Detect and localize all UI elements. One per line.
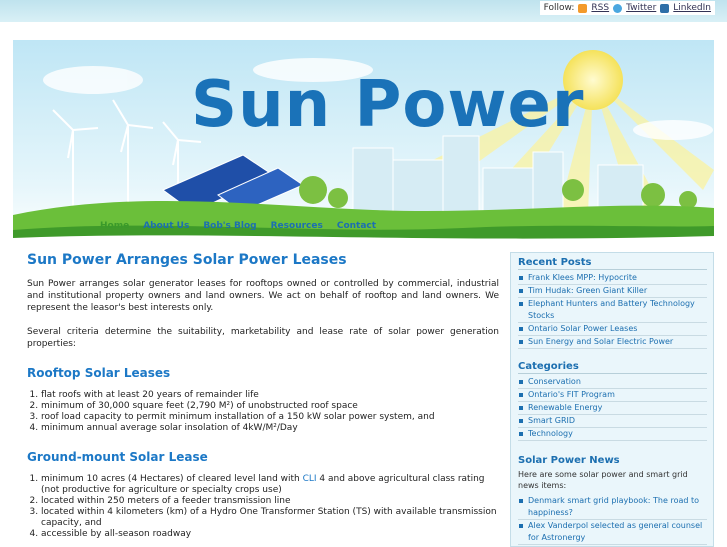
rooftop-heading: Rooftop Solar Leases <box>27 366 171 380</box>
categories-widget <box>511 357 713 441</box>
nav-item-home[interactable]: Home <box>100 221 130 231</box>
recent-post-link[interactable]: Tim Hudak: Green Giant Killer <box>528 286 648 295</box>
page-title: Sun Power Arranges Solar Power Leases <box>27 252 347 268</box>
twitter-icon[interactable] <box>613 4 622 13</box>
list-item <box>518 428 707 441</box>
category-link[interactable]: Conservation <box>528 377 581 386</box>
intro-paragraph: Sun Power arranges solar generator leases for rooftops owned or controlled by commercial, industrial and institutional property owners and land owners. We act on behalf of rooftop and land owners. We represent the leasor's best interests only. <box>27 279 499 313</box>
linkedin-icon[interactable] <box>660 4 669 13</box>
categories-title: Categories <box>518 361 707 374</box>
list-item <box>518 415 707 428</box>
solar-news-widget <box>511 451 713 545</box>
list-item <box>41 474 499 496</box>
recent-post-link[interactable]: Ontario Solar Power Leases <box>528 324 638 333</box>
solar-news-intro: Here are some solar power and smart grid news items: <box>518 470 688 490</box>
top-bar <box>0 0 727 22</box>
ground-list <box>27 474 499 540</box>
linkedin-link[interactable]: LinkedIn <box>673 3 711 13</box>
list-item <box>518 376 707 389</box>
category-link[interactable]: Renewable Energy <box>528 403 603 412</box>
sidebar <box>510 252 714 547</box>
list-item: 4. minimum annual average solar insolation of 4kW/M²/Day <box>41 423 499 434</box>
site-logo[interactable]: Sun Power <box>191 68 585 142</box>
list-item <box>518 520 707 545</box>
list-item <box>518 298 707 323</box>
nav-item-bobs-blog[interactable]: Bob's Blog <box>203 221 257 231</box>
header-banner <box>13 40 714 247</box>
follow-label: Follow: <box>543 3 575 13</box>
follow-links <box>540 1 715 15</box>
recent-posts-widget <box>511 253 713 349</box>
twitter-link[interactable]: Twitter <box>626 3 657 13</box>
cli-link[interactable]: CLI <box>302 474 317 484</box>
category-link[interactable]: Smart GRID <box>528 416 576 425</box>
nav-item-resources[interactable]: Resources <box>270 221 323 231</box>
category-link[interactable]: Ontario's FIT Program <box>528 390 615 399</box>
list-item-text: 4 and above agricultural class rating (not productive for agriculture or specialty crops use) <box>41 474 485 495</box>
list-item <box>518 285 707 298</box>
list-item <box>518 389 707 402</box>
solar-news-title: Solar Power News <box>518 455 620 466</box>
list-item <box>518 495 707 520</box>
rss-link[interactable]: RSS <box>591 3 610 13</box>
rss-icon[interactable] <box>578 4 587 13</box>
list-item: 2. minimum of 30,000 square feet (2,790 M²) of unobstructed roof space <box>41 401 499 412</box>
category-link[interactable]: Technology <box>528 429 573 438</box>
nav-item-contact[interactable]: Contact <box>336 221 377 231</box>
criteria-paragraph: Several criteria determine the suitability, marketability and lease rate of solar power generation properties: <box>27 327 499 349</box>
recent-post-link[interactable]: Sun Energy and Solar Electric Power <box>528 337 674 346</box>
news-link[interactable]: Denmark smart grid playbook: The road to happiness? <box>528 496 700 517</box>
rooftop-list <box>27 390 499 434</box>
list-item: 2. located within 250 meters of a feeder transmission line <box>41 496 499 507</box>
list-item: 3. roof load capacity to permit minimum installation of a 150 kW solar power system, and <box>41 412 499 423</box>
list-item <box>518 336 707 349</box>
list-item <box>518 323 707 336</box>
list-item: 3. located within 4 kilometers (km) of a Hydro One Transformer Station (TS) with available transmission capacity, and <box>41 507 499 529</box>
list-item: 1. flat roofs with at least 20 years of remainder life <box>41 390 499 401</box>
list-item <box>518 402 707 415</box>
nav-item-about-us[interactable]: About Us <box>143 221 190 231</box>
main-content <box>27 252 499 540</box>
news-link[interactable]: Alex Vanderpol selected as general counsel for Astronergy <box>528 521 703 542</box>
list-item <box>518 272 707 285</box>
ground-heading: Ground-mount Solar Lease <box>27 450 208 464</box>
recent-post-link[interactable]: Elephant Hunters and Battery Technology Stocks <box>528 299 695 320</box>
list-item-text: minimum 10 acres (4 Hectares) of cleared level land with <box>41 474 303 484</box>
recent-post-link[interactable]: Frank Klees MPP: Hypocrite <box>528 273 637 282</box>
main-nav <box>100 221 376 231</box>
recent-posts-title: Recent Posts <box>518 257 707 270</box>
list-item: 4. accessible by all-season roadway <box>41 529 499 540</box>
